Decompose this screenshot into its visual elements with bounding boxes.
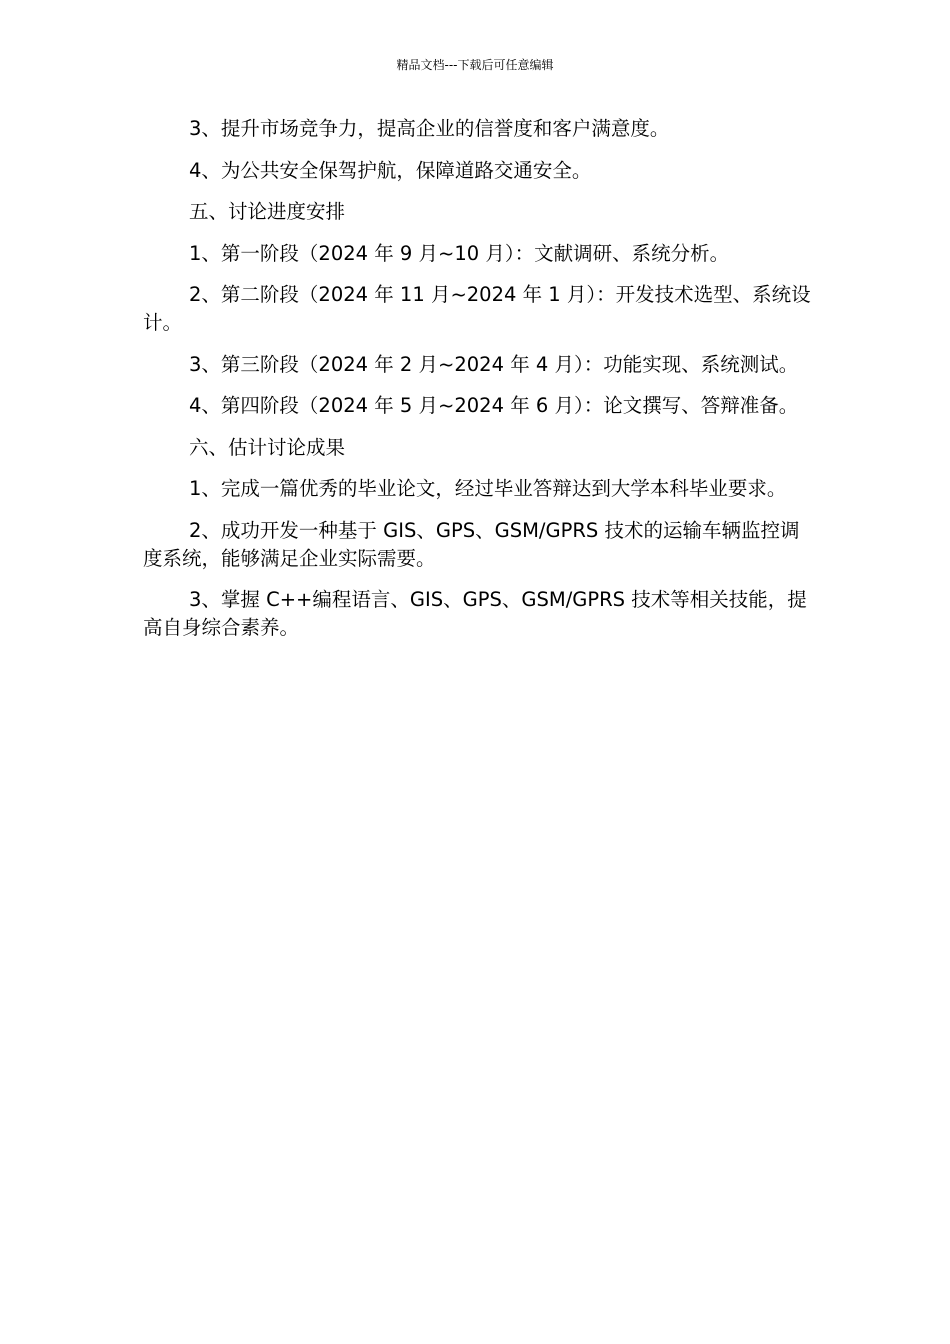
document-body — [143, 115, 815, 656]
paragraph: 4、第四阶段（2024 年 5 月~2024 年 6 月）：论文撰写、答辩准备。 — [189, 394, 799, 417]
paragraph: 1、第一阶段（2024 年 9 月~10 月）：文献调研、系统分析。 — [189, 241, 730, 265]
page-header: 精品文档---下载后可任意编辑 — [396, 58, 554, 72]
paragraph: 2、成功开发一种基于 GIS、GPS、GSM/GPRS 技术的运输车辆监控调度系统，能够满足企业实际需要。 — [143, 518, 800, 570]
paragraph: 4、为公共安全保驾护航，保障道路交通安全。 — [189, 158, 592, 182]
paragraph: 3、掌握 C++编程语言、GIS、GPS、GSM/GPRS 技术等相关技能，提高自身综合素养。 — [143, 588, 807, 639]
paragraph: 3、第三阶段（2024 年 2 月~2024 年 4 月）：功能实现、系统测试。 — [189, 352, 799, 376]
paragraph: 1、完成一篇优秀的毕业论文，经过毕业答辩达到大学本科毕业要求。 — [189, 477, 787, 500]
paragraph: 3、提升市场竞争力，提高企业的信誉度和客户满意度。 — [189, 117, 670, 140]
section-heading: 六、估计讨论成果 — [189, 435, 346, 459]
paragraph: 2、第二阶段（2024 年 11 月~2024 年 1 月）：开发技术选型、系统设计。 — [143, 283, 811, 334]
section-heading: 五、讨论进度安排 — [189, 200, 346, 223]
